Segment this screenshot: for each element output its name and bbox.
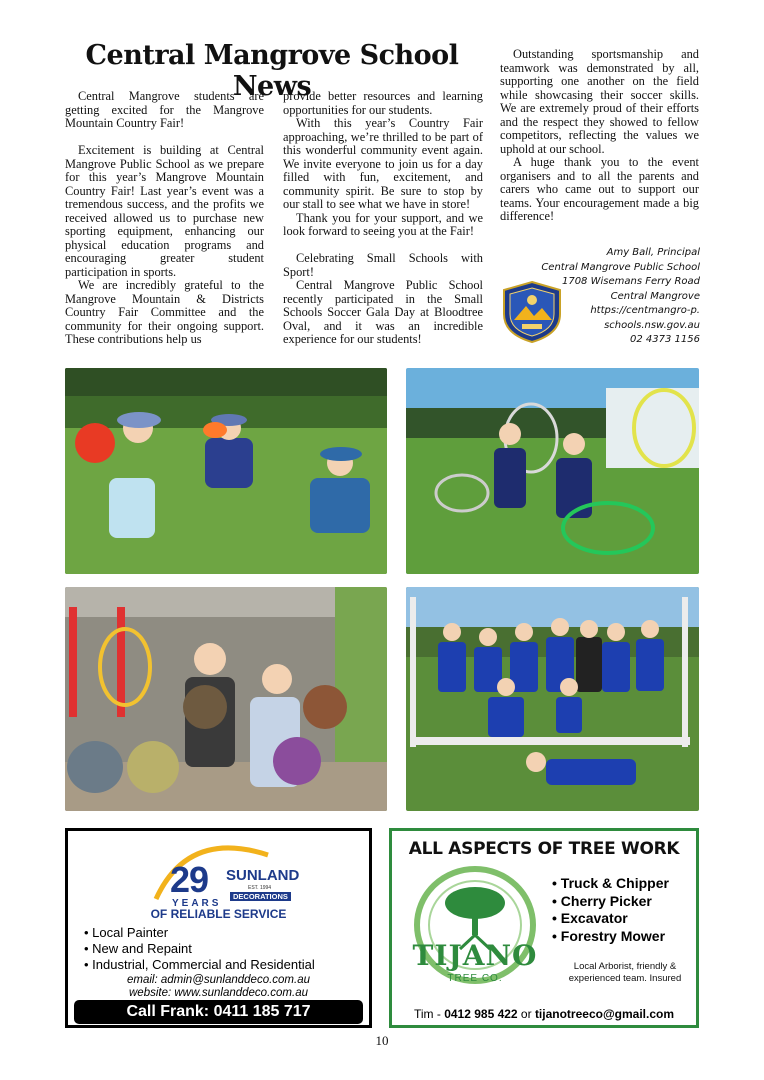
paragraph-intro: Central Mangrove students are getting excited for the Mangrove Mountain Country Fair! bbox=[65, 89, 264, 130]
sunland-years-word: YEARS bbox=[172, 898, 222, 909]
students-with-frisbees-photo bbox=[65, 368, 387, 574]
paragraph-gala: Central Mangrove Public School recently participated in the Small Schools Soccer Gala Day at Bloodtree Oval, and it was an incredible experience for our students! bbox=[283, 278, 483, 346]
tijano-contact-email[interactable]: tijanotreeco@gmail.com bbox=[534, 1007, 675, 1021]
article-column-1 bbox=[65, 90, 264, 347]
signature-url-1[interactable]: https://centmangro-p. bbox=[590, 305, 700, 316]
school-crest-logo bbox=[500, 280, 564, 344]
sunland-service-2: • New and Repaint bbox=[84, 941, 192, 956]
sunland-service-1: • Local Painter bbox=[84, 925, 169, 940]
tijano-note-2: experienced team. Insured bbox=[568, 972, 682, 984]
paragraph-invite: With this year’s Country Fair approaching, we’re thrilled to be part of this wonderful community event again. We invite everyone to join us for a day filled with fun, excitement, and community spirit. Be sure to stop by our stall to see what we have in store! bbox=[283, 116, 483, 211]
signature-name: Amy Ball, Principal bbox=[606, 247, 700, 258]
signature-phone: 02 4373 1156 bbox=[630, 334, 700, 345]
tijano-advertisement bbox=[389, 828, 699, 1028]
sunland-brand: SUNLAND bbox=[226, 867, 300, 884]
tijano-contact-phone[interactable]: 0412 985 422 bbox=[444, 1007, 518, 1021]
sunland-est: EST. 1994 bbox=[248, 885, 272, 891]
sunland-years-number: 29 bbox=[170, 859, 209, 900]
sunland-tagline: OF RELIABLE SERVICE bbox=[150, 907, 287, 921]
sunland-call-banner[interactable]: Call Frank: 0411 185 717 bbox=[74, 1000, 363, 1024]
sunland-website[interactable]: website: www.sunlanddeco.com.au bbox=[129, 987, 308, 999]
tijano-service-2: • Cherry Picker bbox=[552, 892, 652, 909]
tijano-note-1: Local Arborist, friendly & bbox=[573, 961, 677, 972]
article-column-3 bbox=[500, 48, 699, 224]
principal-signature bbox=[540, 246, 700, 348]
sunland-logo bbox=[148, 837, 298, 917]
paragraph-thank-organisers: A huge thank you to the event organisers and to all the parents and carers who came out to support our teams. Your encouragement made a big difference! bbox=[500, 155, 699, 223]
tijano-contact-or: or bbox=[517, 1007, 535, 1021]
paragraph-grateful: We are incredibly grateful to the Mangrove Mountain & Districts Country Fair Committee and the community for their ongoing support. These contributions help us bbox=[65, 278, 264, 346]
signature-address-2: Central Mangrove bbox=[610, 290, 700, 302]
paragraph-thanks: Thank you for your support, and we look forward to seeing you at the Fair! bbox=[283, 210, 483, 238]
sunland-service-3: • Industrial, Commercial and Residential bbox=[84, 957, 315, 972]
article-title: Central Mangrove School News bbox=[85, 40, 459, 102]
paragraph-sportsmanship: Outstanding sportsmanship and teamwork was demonstrated by all, supporting one another on the field while showcasing their soccer skills. We are extremely proud of their efforts and the respect they showed to fellow competitors, reflecting the values we uphold at our school. bbox=[500, 47, 699, 156]
page-number: 10 bbox=[375, 1033, 389, 1048]
soccer-team-goal-photo bbox=[406, 587, 699, 811]
paragraph-sport-heading: Celebrating Small Schools with Sport! bbox=[283, 251, 483, 279]
tijano-headline: ALL ASPECTS OF TREE WORK bbox=[408, 839, 680, 859]
tijano-brand: TIJANO bbox=[412, 939, 538, 972]
tijano-logo bbox=[398, 865, 552, 995]
article-column-2 bbox=[283, 90, 483, 347]
students-with-racquets-photo bbox=[406, 368, 699, 574]
signature-url-2[interactable]: schools.nsw.gov.au bbox=[604, 319, 700, 331]
students-with-balls-shed-photo bbox=[65, 587, 387, 811]
tijano-service-4: • Forestry Mower bbox=[552, 927, 666, 944]
paragraph-excitement: Excitement is building at Central Mangrove Public School as we prepare for this year’s Mangrove Mountain Country Fair! Last year’s event was a tremendous success, and the profits we received allowed us to purchase new sporting equipment, enhancing our physical education programs and encouraging greater student participation in sports. bbox=[65, 143, 264, 279]
tijano-contact-name: Tim - bbox=[413, 1007, 445, 1021]
signature-school: Central Mangrove Public School bbox=[541, 261, 700, 273]
sunland-advertisement bbox=[65, 828, 372, 1028]
paragraph-resources: provide better resources and learning opportunities for our students. bbox=[283, 89, 483, 117]
signature-address-1: 1708 Wisemans Ferry Road bbox=[561, 276, 700, 287]
tijano-service-1: • Truck & Chipper bbox=[552, 875, 669, 891]
sunland-brand-sub: DECORATIONS bbox=[230, 892, 291, 901]
tijano-contact-line bbox=[392, 1007, 696, 1021]
sunland-email[interactable]: email: admin@sunlanddeco.com.au bbox=[127, 974, 310, 986]
tijano-service-3: • Excavator bbox=[552, 910, 628, 926]
tijano-brand-sub: TREE CO. bbox=[447, 973, 503, 984]
